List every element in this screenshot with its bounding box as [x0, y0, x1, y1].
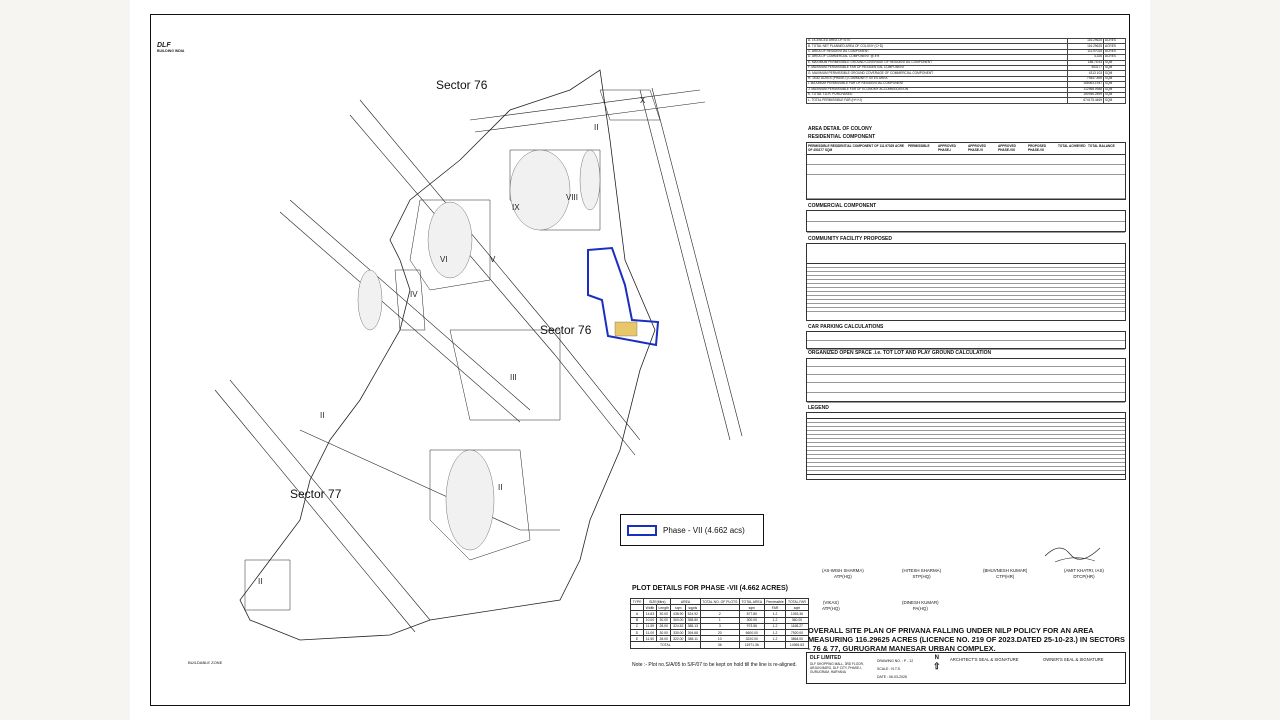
phase-label-ii-left: II — [320, 411, 325, 420]
table-row: C. AREA OF RESIDENTIAL COMPONENT 111.97025 ACRES — [807, 49, 1126, 54]
signature-amit: (AMIT KHATRI, IAS) DTCP(HR) — [1064, 568, 1104, 579]
road-diagonal-4 — [280, 212, 520, 422]
table-row: D. AREA OF COMMERCIAL COMPONENT @ 4% 4.326 ACRES — [807, 55, 1126, 60]
company-address: DLF SHOPPING MALL, 3RD FLOOR, ARJUN MARG, DLF CITY, PHASE-I, GURUGRAM, HARYANA — [810, 662, 864, 674]
phase-legend — [620, 514, 764, 546]
open-space-title: ORGANIZED OPEN SPACE .i.e. TOT LOT AND PLAY GROUND CALCULATION — [808, 350, 992, 356]
commercial-table — [806, 210, 1126, 232]
phase-legend-label: Phase - VII (4.662 acs) — [663, 525, 745, 535]
residential-header-row: PERMISSIBLE RESIDENTIAL COMPONENT OF 111.97025 ACRE OF 453177 SQM PERMISSIBLE APPROVED PHASE-I APPROVED PHASE-VI APPROVED PHASE-VIII PROPOSED PHASE-VII TOTAL ACHIEVED TOTAL BALANCE — [807, 143, 1125, 155]
parking-title: CAR PARKING CALCULATIONS — [808, 324, 884, 330]
company-name: DLF LIMITED — [810, 655, 842, 661]
signature-dinesh: (DINESH KUMAR) PA(HQ) — [902, 600, 939, 611]
community-table — [806, 243, 1126, 321]
phase-legend-swatch — [627, 525, 657, 536]
architect-seal: ARCHITECT'S SEAL & SIGNATURE — [950, 657, 1019, 662]
title-block — [806, 652, 1126, 684]
plot-details-title: PLOT DETAILS FOR PHASE -VII (4.662 ACRES) — [632, 585, 788, 592]
open-space-table — [806, 358, 1126, 402]
road-top — [470, 90, 700, 120]
signature-bhuvnesh: (BHUVNESH KUMAR) CTP(HR) — [983, 568, 1028, 579]
phase-label-ix: IX — [512, 203, 520, 212]
table-row: C 11.59 28.00 324.52 388.13 3 973.56 1.2 1168.27 — [631, 623, 809, 629]
table-row: H. 15.82 ACRES (PHASE-I) COMMUNITY SITES AREA 79447.895 SQM — [807, 76, 1126, 81]
table-row: B 10.00 30.00 300.00 358.80 1 300.00 1.2 360.00 — [631, 617, 809, 623]
drawing-title: OVERALL SITE PLAN OF PRIVANA FALLING UNDER NILP POLICY FOR AN AREA MEASURING 116.29625 ACRES (LICENCE NO. 219 OF 2023.DATED 25-10-23.) IN SECTORS - 76 & 77, GURUGRAM MANESAR URBAN COMPLEX. — [808, 626, 1125, 653]
community-title: COMMUNITY FACILITY PROPOSED — [808, 236, 892, 242]
legend-title: LEGEND — [808, 405, 829, 411]
sector-76-mid-label: Sector 76 — [540, 323, 592, 337]
area-of-colony-title: AREA DETAIL OF COLONY — [808, 126, 873, 132]
buildable-zone-label: BUILDABLE ZONE — [188, 660, 223, 665]
table-row: A. LICENCED AREA OF SITE 116.29625 ACRES — [807, 39, 1126, 44]
road-diagonal-3 — [290, 200, 530, 410]
table-row: I. MAXIMUM PERMISSIBLE FAR OF RESIDENTIAL COMPONENT 168063.1947 SQM — [807, 82, 1126, 87]
parking-table — [806, 331, 1126, 349]
phase-label-iii: III — [510, 373, 517, 382]
road-vertical-2 — [652, 88, 742, 436]
commercial-title: COMMERCIAL COMPONENT — [808, 203, 877, 209]
north-arrow-icon: N ⇧ — [933, 655, 941, 671]
table-row: G. MAXIMUM PERMISSIBLE GROUND COVERAGE OF COMMERCIAL COMPONENT 4313 103 SQM — [807, 71, 1126, 76]
residential-title: RESIDENTIAL COMPONENT — [808, 134, 876, 140]
residential-table — [806, 142, 1126, 200]
plot-note: Note :- Plot no.S/A/05 to S/F/07 to be kept on hold till the line is re-aligned. — [632, 662, 797, 668]
table-row: A 14.63 30.00 438.90 524.92 2 877.80 1.2 1053.36 — [631, 611, 809, 617]
plot-details-table — [630, 598, 809, 649]
phase-label-x: X — [640, 96, 646, 105]
plot-table-header: TYPE SIZE(Mtrs) AREA TOTAL NO. OF PLOTS TOTAL AREA Permissible TOTAL FAR — [631, 599, 809, 605]
drawing-meta: DRAWING NO. : P - 12 SCALE : N.T.S. DATE : 06-03-2026 — [877, 659, 914, 679]
dlf-logo: DLF BUILDING INDIA — [157, 42, 185, 53]
phase-label-ii-mid: II — [498, 483, 503, 492]
road-top-2 — [475, 102, 705, 132]
plot-table-total: TOTAL 36 11971.36 14365.63 — [631, 642, 809, 648]
phase-label-ii-bottom: II — [258, 577, 263, 586]
area-detail-panel — [806, 38, 1126, 104]
legend-table — [806, 412, 1126, 480]
signature-vikas: (VIKAS) ATP(HQ) — [822, 600, 840, 611]
phase-label-viii: VIII — [566, 193, 579, 202]
sector-77-label: Sector 77 — [290, 487, 342, 501]
signature-hitesh: (HITESH SHARMA) STP(HQ) — [902, 568, 942, 579]
sector-76-top-label: Sector 76 — [436, 78, 488, 92]
signature-sharma: (AS-WISH SHARMA) ATP(HQ) — [822, 568, 864, 579]
table-row: F. MAXIMUM PERMISSIBLE FAR OF RESIDENTIAL COMPONENT 453177 SQM — [807, 65, 1126, 70]
table-row: K. TOTAL T.D.R. PURCHASED 180946.2899 SQM — [807, 92, 1126, 97]
table-row: E 11.50 28.00 322.00 385.11 10 3220.00 1.2 3864.00 — [631, 636, 809, 642]
table-row: D 11.00 30.00 330.00 394.68 20 6600.00 1.2 7920.00 — [631, 629, 809, 635]
table-row: E. MAXIMUM PERMISSIBLE GROUND COVERAGE OF RESIDENTIAL COMPONENT 188.75.53 SQM — [807, 60, 1126, 65]
phase-label-vi: VI — [440, 255, 448, 264]
road-vertical — [640, 90, 730, 440]
parcel-x — [600, 90, 660, 120]
signature-stamp — [1040, 536, 1110, 566]
table-row: B. TOTAL NET PLANNED AREA OF COLONY (C+D) 116.29625 ACRES — [807, 44, 1126, 49]
owner-seal: OWNER'S SEAL & SIGNATURE — [1043, 657, 1104, 662]
phase-label-v: V — [490, 255, 496, 264]
area-detail-table — [806, 38, 1126, 104]
parcel-iv — [395, 270, 425, 330]
phase-vii-plot — [615, 322, 637, 336]
table-row: L. TOTAL PERMISSIBLE FAR (H+I+J) 674175.4469 SQM — [807, 98, 1126, 103]
phase-label-ii-top: II — [594, 123, 599, 132]
table-row: J. MAXIMUM PERMISSIBLE FAR OF ECONOMY ACCOMMODATION 112958.0988 SQM — [807, 87, 1126, 92]
phase-label-iv: IV — [410, 290, 418, 299]
plot-table-subheader: Width Length sqm sqyds sqm FAR sqm — [631, 605, 809, 611]
